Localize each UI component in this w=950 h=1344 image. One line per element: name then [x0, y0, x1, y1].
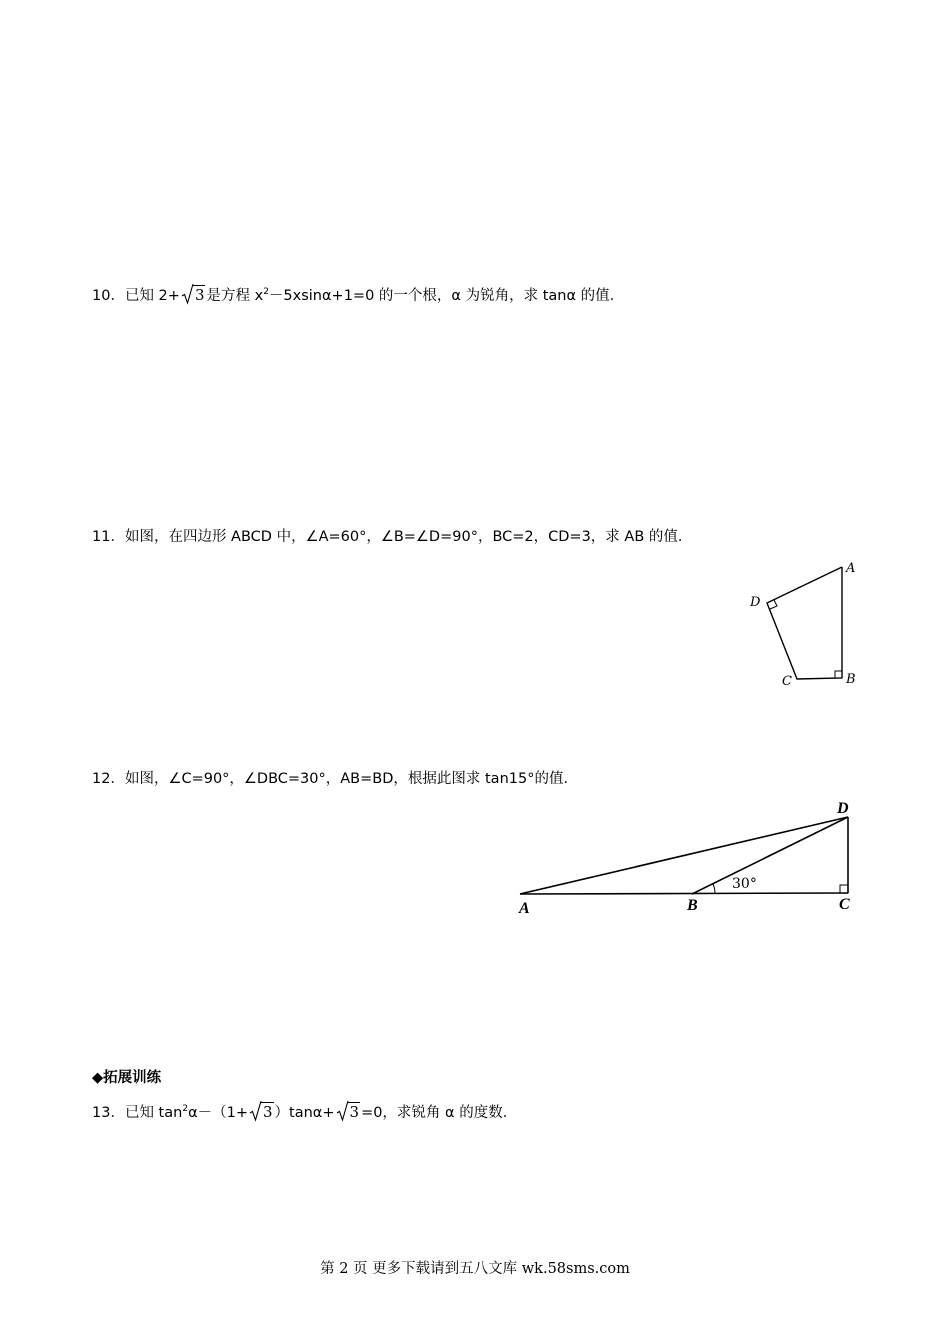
question-number: 13． — [92, 1105, 125, 1121]
question-10 — [92, 282, 624, 306]
label-c: C — [782, 674, 792, 689]
question-text: 如图，在四边形 ABCD 中，∠A=60°，∠B=∠D=90°，BC=2，CD=3，求 AB 的值． — [124, 529, 693, 545]
question-text: 如图，∠C=90°，∠DBC=30°，AB=BD，根据此图求 tan15°的值． — [124, 771, 578, 787]
triangle-figure — [510, 795, 870, 925]
question-number: 11． — [92, 529, 125, 545]
quadrilateral-figure — [740, 555, 870, 695]
label-b: B — [687, 897, 698, 914]
question-text: 是方程 x — [206, 288, 264, 304]
question-text: －5xsinα+1=0 的一个根，α 为锐角，求 tanα 的值． — [268, 288, 625, 304]
question-text: 已知 2+ — [124, 288, 180, 304]
label-d: D — [837, 800, 849, 817]
superscript: 2 — [182, 1104, 189, 1114]
radicand: 3 — [263, 1103, 273, 1121]
label-a: A — [846, 561, 856, 576]
label-d: D — [750, 595, 761, 610]
angle-label: 30° — [732, 876, 757, 892]
question-11 — [92, 527, 692, 547]
question-12 — [92, 769, 578, 789]
sqrt-symbol — [181, 285, 206, 306]
question-text: ）tanα+ — [274, 1105, 335, 1121]
question-number: 10． — [92, 288, 125, 304]
label-a: A — [519, 900, 530, 917]
sqrt-symbol — [336, 1102, 361, 1123]
question-text: =0，求锐角 α 的度数． — [361, 1105, 518, 1121]
superscript: 2 — [263, 287, 269, 297]
label-c: C — [839, 896, 850, 913]
question-13 — [92, 1099, 517, 1123]
sqrt-symbol — [249, 1102, 274, 1123]
section-heading: ◆拓展训练 — [92, 1070, 162, 1086]
label-b: B — [846, 672, 856, 687]
page-footer: 第 2 页 更多下载请到五八文库 wk.58sms.com — [320, 1261, 630, 1277]
question-number: 12． — [92, 771, 125, 787]
radicand: 3 — [349, 1103, 360, 1121]
radicand: 3 — [194, 286, 205, 304]
question-text: 已知 tan — [124, 1105, 183, 1121]
question-text: α－（1+ — [188, 1105, 248, 1121]
